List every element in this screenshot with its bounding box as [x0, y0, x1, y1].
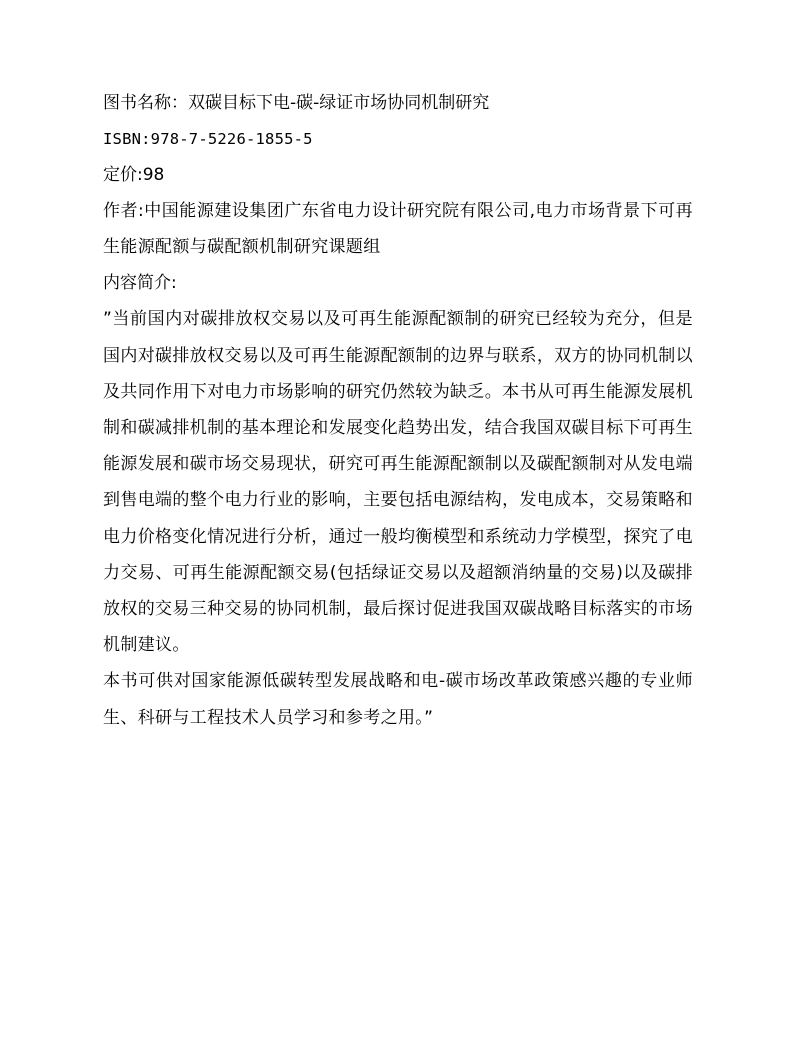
isbn-line: ISBN:978-7-5226-1855-5 — [103, 130, 313, 148]
price-line: 定价:98 — [103, 165, 165, 185]
book-info-document — [103, 85, 693, 736]
book-title-line: 图书名称：双碳目标下电-碳-绿证市场协同机制研究 — [103, 93, 490, 113]
author-line: 作者:中国能源建设集团广东省电力设计研究院有限公司,电力市场背景下可再生能源配额与碳配额机制研究课题组 — [103, 201, 693, 258]
summary-paragraph-2: 本书可供对国家能源低碳转型发展战略和电-碳市场改革政策感兴趣的专业师生、科研与工程技术人员学习和参考之用。” — [103, 671, 693, 728]
summary-paragraph-1: ”当前国内对碳排放权交易以及可再生能源配额制的研究已经较为充分，但是国内对碳排放权交易以及可再生能源配额制的边界与联系，双方的协同机制以及共同作用下对电力市场影响的研究仍然较为缺乏。本书从可再生能源发展机制和碳减排机制的基本理论和发展变化趋势出发，结合我国双碳目标下可再生能源发展和碳市场交易现状，研究可再生能源配额制以及碳配额制对从发电端到售电端的整个电力行业的影响，主要包括电源结构，发电成本，交易策略和电力价格变化情况进行分析，通过一般均衡模型和系统动力学模型，探究了电力交易、可再生能源配额交易(包括绿证交易以及超额消纳量的交易)以及碳排放权的交易三种交易的协同机制，最后探讨促进我国双碳战略目标落实的市场机制建议。 — [103, 309, 693, 656]
summary-heading: 内容简介: — [103, 273, 177, 294]
